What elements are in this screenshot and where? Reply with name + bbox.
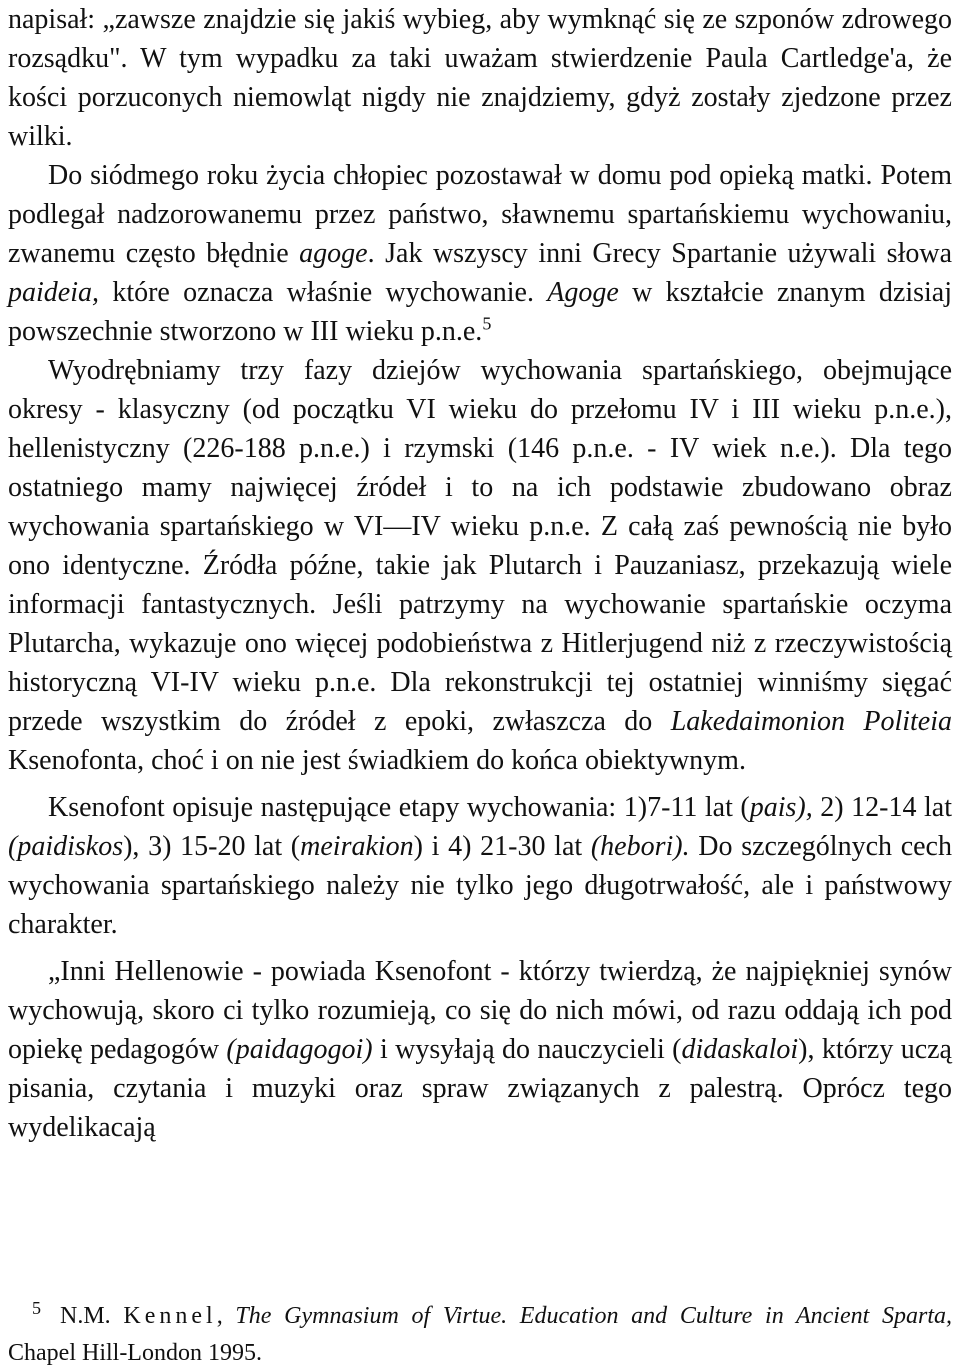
text-run: N.M. [60, 1303, 124, 1329]
text-run: ), którzy uczą pisania, czytania i muzyki oraz spraw związanych z palestrą. Oprócz tego wydelikacają [8, 1034, 952, 1143]
footnote-reference: 5 [482, 313, 492, 334]
italic-term: didaskaloi [681, 1034, 799, 1065]
paragraph-2 [8, 156, 952, 351]
author-name: Kennel [123, 1303, 217, 1329]
text-run: 2) 12-14 lat [812, 792, 953, 823]
footnote: 5 N.M. Kennel, The Gymnasium of Virtue. Education and Culture in Ancient Sparta, Chapel Hill-London 1995. [8, 1298, 953, 1366]
text-run: ), 3) 15-20 lat ( [123, 831, 301, 862]
text-run: Ksenofont opisuje następujące etapy wychowania: 1)7-11 lat ( [48, 792, 750, 823]
italic-term: meirakion [300, 831, 414, 862]
italic-term: (paidagogoi) [226, 1034, 373, 1065]
paragraph-gap [8, 944, 952, 952]
italic-term: Agoge [547, 277, 619, 308]
paragraph-5 [8, 952, 952, 1147]
text-run: ) i 4) 21-30 lat [413, 831, 591, 862]
text-run: Ksenofonta, choć i on nie jest świadkiem do końca obiektywnym. [8, 745, 746, 776]
paragraph-gap [8, 780, 952, 788]
text-run: Do szczególnych cech wychowania spartańskiego należy nie tylko jego długotrwałość, ale i państwowy charakter. [8, 831, 952, 940]
text-run: które oznacza właśnie wychowanie. [99, 277, 548, 308]
text-run: Do siódmego roku życia chłopiec pozostawał w domu pod opieką matki. Potem podlegał nadzorowanemu przez państwo, sławnemu spartańskiemu wychowaniu, zwanemu często błędnie [8, 160, 952, 269]
text-run: „Inni Hellenowie - powiada Ksenofont - którzy twierdzą, że najpiękniej synów wychowują, skoro ci tylko rozumieją, co się do nich mówi, od razu oddają ich pod opiekę pedagogów [8, 956, 952, 1065]
italic-term: (paidiskos [8, 831, 124, 862]
paragraph-1 [8, 0, 952, 156]
italic-term: Lakedaimonion Politeia [670, 706, 952, 737]
book-page [8, 0, 952, 1147]
paragraph-3 [8, 351, 952, 780]
italic-term: agoge [299, 238, 368, 269]
italic-term: paideia, [8, 277, 99, 308]
text-run: , [216, 1303, 236, 1329]
text-run: . Jak wszyscy inni Grecy Spartanie używali słowa [367, 238, 952, 269]
italic-term: pais), [749, 792, 813, 823]
text-run: i wysyłają do nauczycieli ( [372, 1034, 682, 1065]
text-run: Chapel Hill-London 1995. [8, 1340, 262, 1366]
italic-term: The Gymnasium of Virtue. Education and Culture in Ancient Sparta, [235, 1303, 953, 1329]
text-run: w kształcie znanym dzisiaj powszechnie stworzono w III wieku p.n.e. [8, 277, 952, 347]
footnote-text [8, 1303, 952, 1366]
main-text [8, 0, 952, 1147]
paragraph-4 [8, 788, 952, 944]
italic-term: (hebori). [590, 831, 690, 862]
text-run: napisał: „zawsze znajdzie się jakiś wybieg, aby wymknąć się ze szponów zdrowego rozsądku". W tym wypadku za taki uważam stwierdzenie Paula Cartledge'a, że kości porzuconych niemowląt nigdy nie znajdziemy, gdyż zostały zjedzone przez wilki. [8, 4, 952, 152]
text-run: Wyodrębniamy trzy fazy dziejów wychowania spartańskiego, obejmujące okresy - klasyczny (od początku VI wieku do przełomu IV i III wieku p.n.e.), hellenistyczny (226-188 p.n.e.) i rzymski (146 p.n.e. - IV wiek n.e.). Dla tego ostatniego mamy najwięcej źródeł i to na ich podstawie zbudowano obraz wychowania spartańskiego w VI—IV wieku p.n.e. Z całą zaś pewnością nie było ono identyczne. Źródła późne, takie jak Plutarch i Pauzaniasz, przekazują wiele informacji fantastycznych. Jeśli patrzymy na wychowanie spartańskie oczyma Plutarcha, wykazuje ono więcej podobieństwa z Hitlerjugend niż z rzeczywistością historyczną VI-IV wieku p.n.e. Dla rekonstrukcji tej ostatniej winniśmy sięgać przede wszystkim do źródeł z epoki, zwłaszcza do [8, 355, 952, 737]
